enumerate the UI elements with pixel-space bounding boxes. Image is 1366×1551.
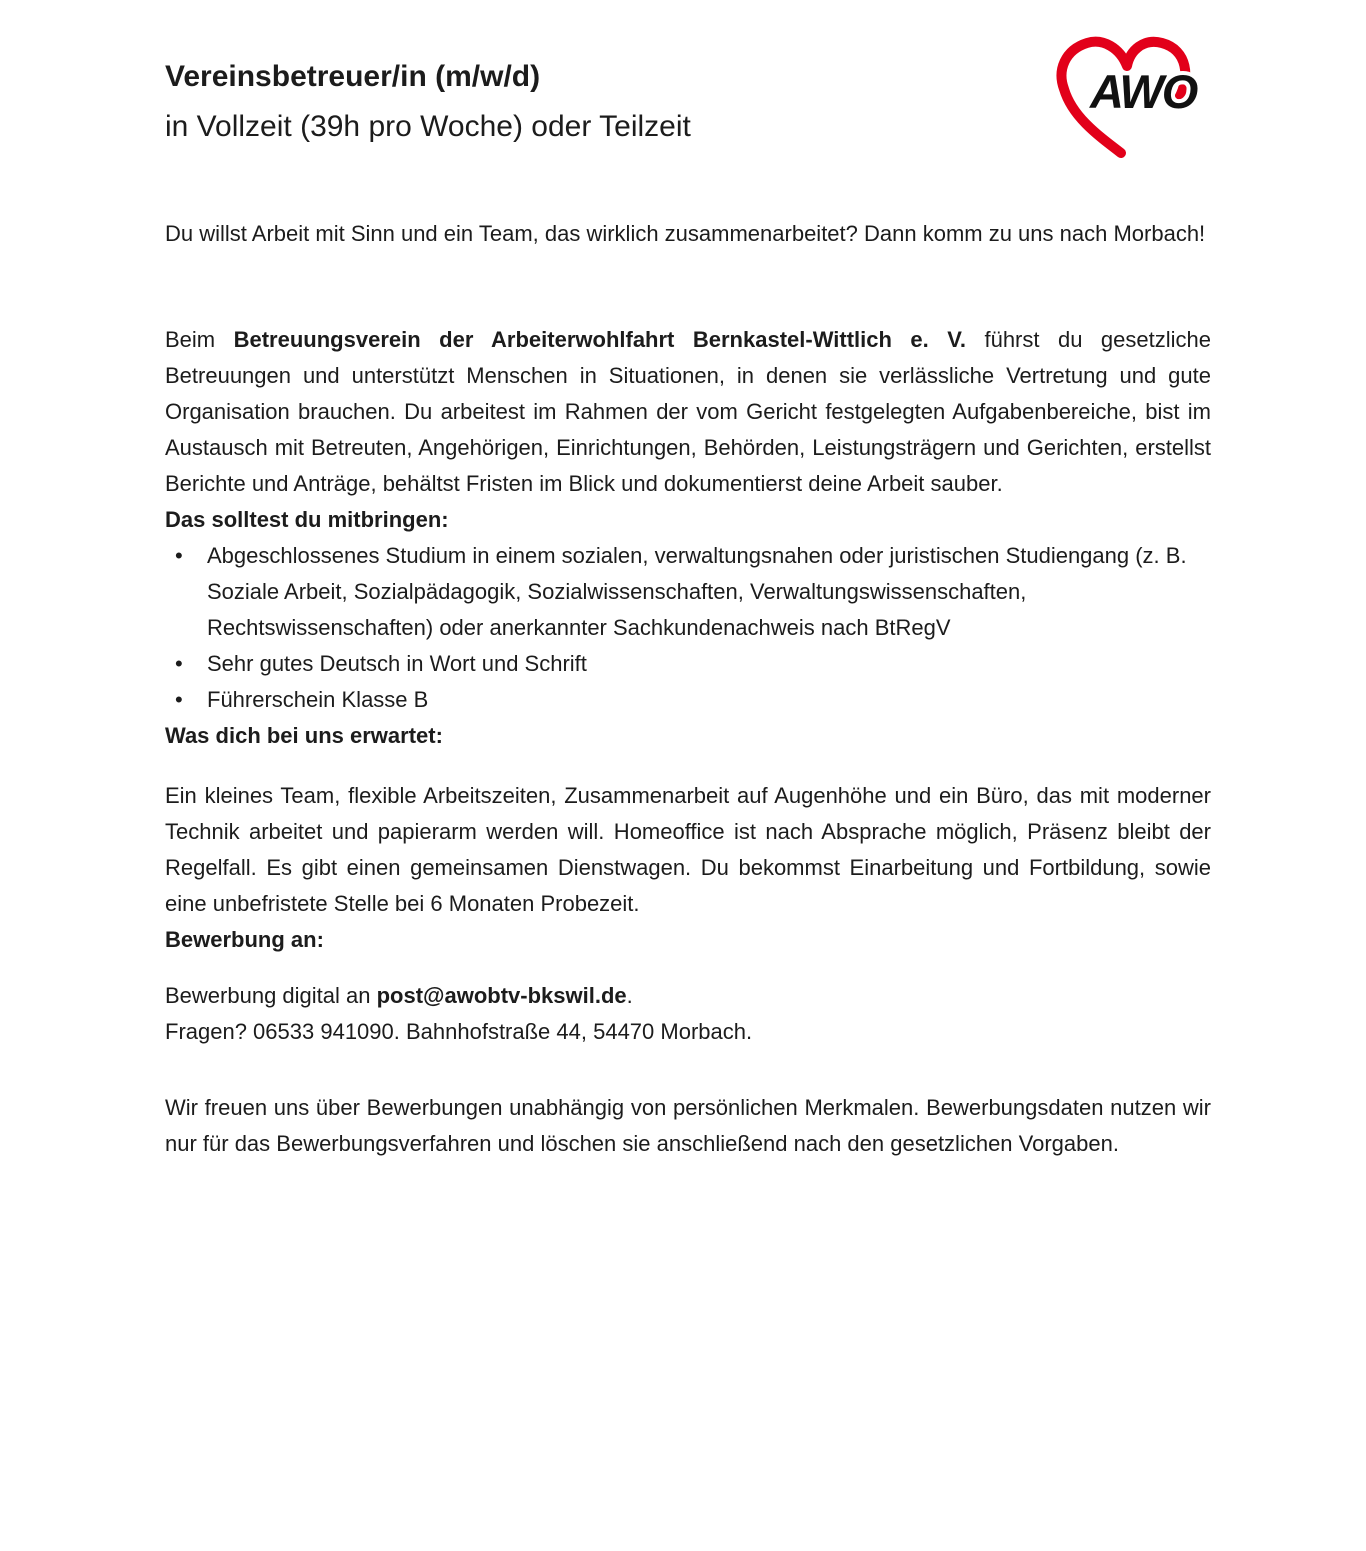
about-rest: führst du gesetzliche Betreuungen und unterstützt Menschen in Situationen, in denen sie verlässliche Vertretung und gute Organisation brauchen. Du arbeitest im Rahmen der vom Gericht festgelegten Aufgabenbereiche, bist im Austausch mit Betreuten, Angehörigen, Einrichtungen, Behörden, Leistungsträgern und Gerichten, erstellst Berichte und Anträge, behältst Fristen im Blick und dokumentierst deine Arbeit sauber.: [165, 327, 1211, 496]
requirement-text: Führerschein Klasse B: [207, 687, 429, 712]
application-phone-address-line: Fragen? 06533 941090. Bahnhofstraße 44, 54470 Morbach.: [165, 1019, 753, 1044]
offer-heading: Was dich bei uns erwartet:: [165, 723, 443, 748]
application-email-line: [165, 978, 1211, 1014]
application-email: post@awobtv-bkswil.de: [376, 983, 627, 1008]
requirement-text: Sehr gutes Deutsch in Wort und Schrift: [207, 651, 587, 676]
email-line-suffix: .: [626, 983, 633, 1008]
list-item: [207, 646, 1211, 682]
requirement-text: Abgeschlossenes Studium in einem sozialen, verwaltungsnahen oder juristischen Studiengang (z. B. Soziale Arbeit, Sozialpädagogik, Sozialwissenschaften, Verwaltungswissenschaften, Rechtswissenschaften) oder anerkannter Sachkundenachweis nach BtRegV: [207, 543, 1187, 640]
job-title: Vereinsbetreuer/in (m/w/d): [165, 60, 541, 93]
intro-paragraph: Du willst Arbeit mit Sinn und ein Team, das wirklich zusammenarbeitet? Dann komm zu uns nach Morbach!: [165, 221, 1206, 246]
requirements-list: [165, 538, 1211, 718]
about-prefix: Beim: [165, 327, 234, 352]
email-line-prefix: Bewerbung digital an: [165, 983, 377, 1008]
awo-logo-text: AWO: [1090, 65, 1197, 118]
application-contact-block: [165, 978, 1211, 1050]
equal-opportunity-paragraph: Wir freuen uns über Bewerbungen unabhängig von persönlichen Merkmalen. Bewerbungsdaten nutzen wir nur für das Bewerbungsverfahren und löschen sie anschließend nach den gesetzlichen Vorgaben.: [165, 1095, 1211, 1156]
requirements-heading: Das solltest du mitbringen:: [165, 507, 449, 532]
offer-paragraph: Ein kleines Team, flexible Arbeitszeiten, Zusammenarbeit auf Augenhöhe und ein Büro, das mit moderner Technik arbeitet und papierarm werden will. Homeoffice ist nach Absprache möglich, Präsenz bleibt der Regelfall. Es gibt einen gemeinsamen Dienstwagen. Du bekommst Einarbeitung und Fortbildung, sowie eine unbefristete Stelle bei 6 Monaten Probezeit.: [165, 783, 1211, 916]
list-item: [207, 682, 1211, 718]
list-item: [207, 538, 1211, 646]
role-description-paragraph: [165, 322, 1211, 502]
application-heading: Bewerbung an:: [165, 927, 324, 952]
organization-name: Betreuungsverein der Arbeiterwohlfahrt Bernkastel-Wittlich e. V.: [233, 327, 966, 352]
job-title-subtitle: in Vollzeit (39h pro Woche) oder Teilzeit: [165, 110, 691, 143]
